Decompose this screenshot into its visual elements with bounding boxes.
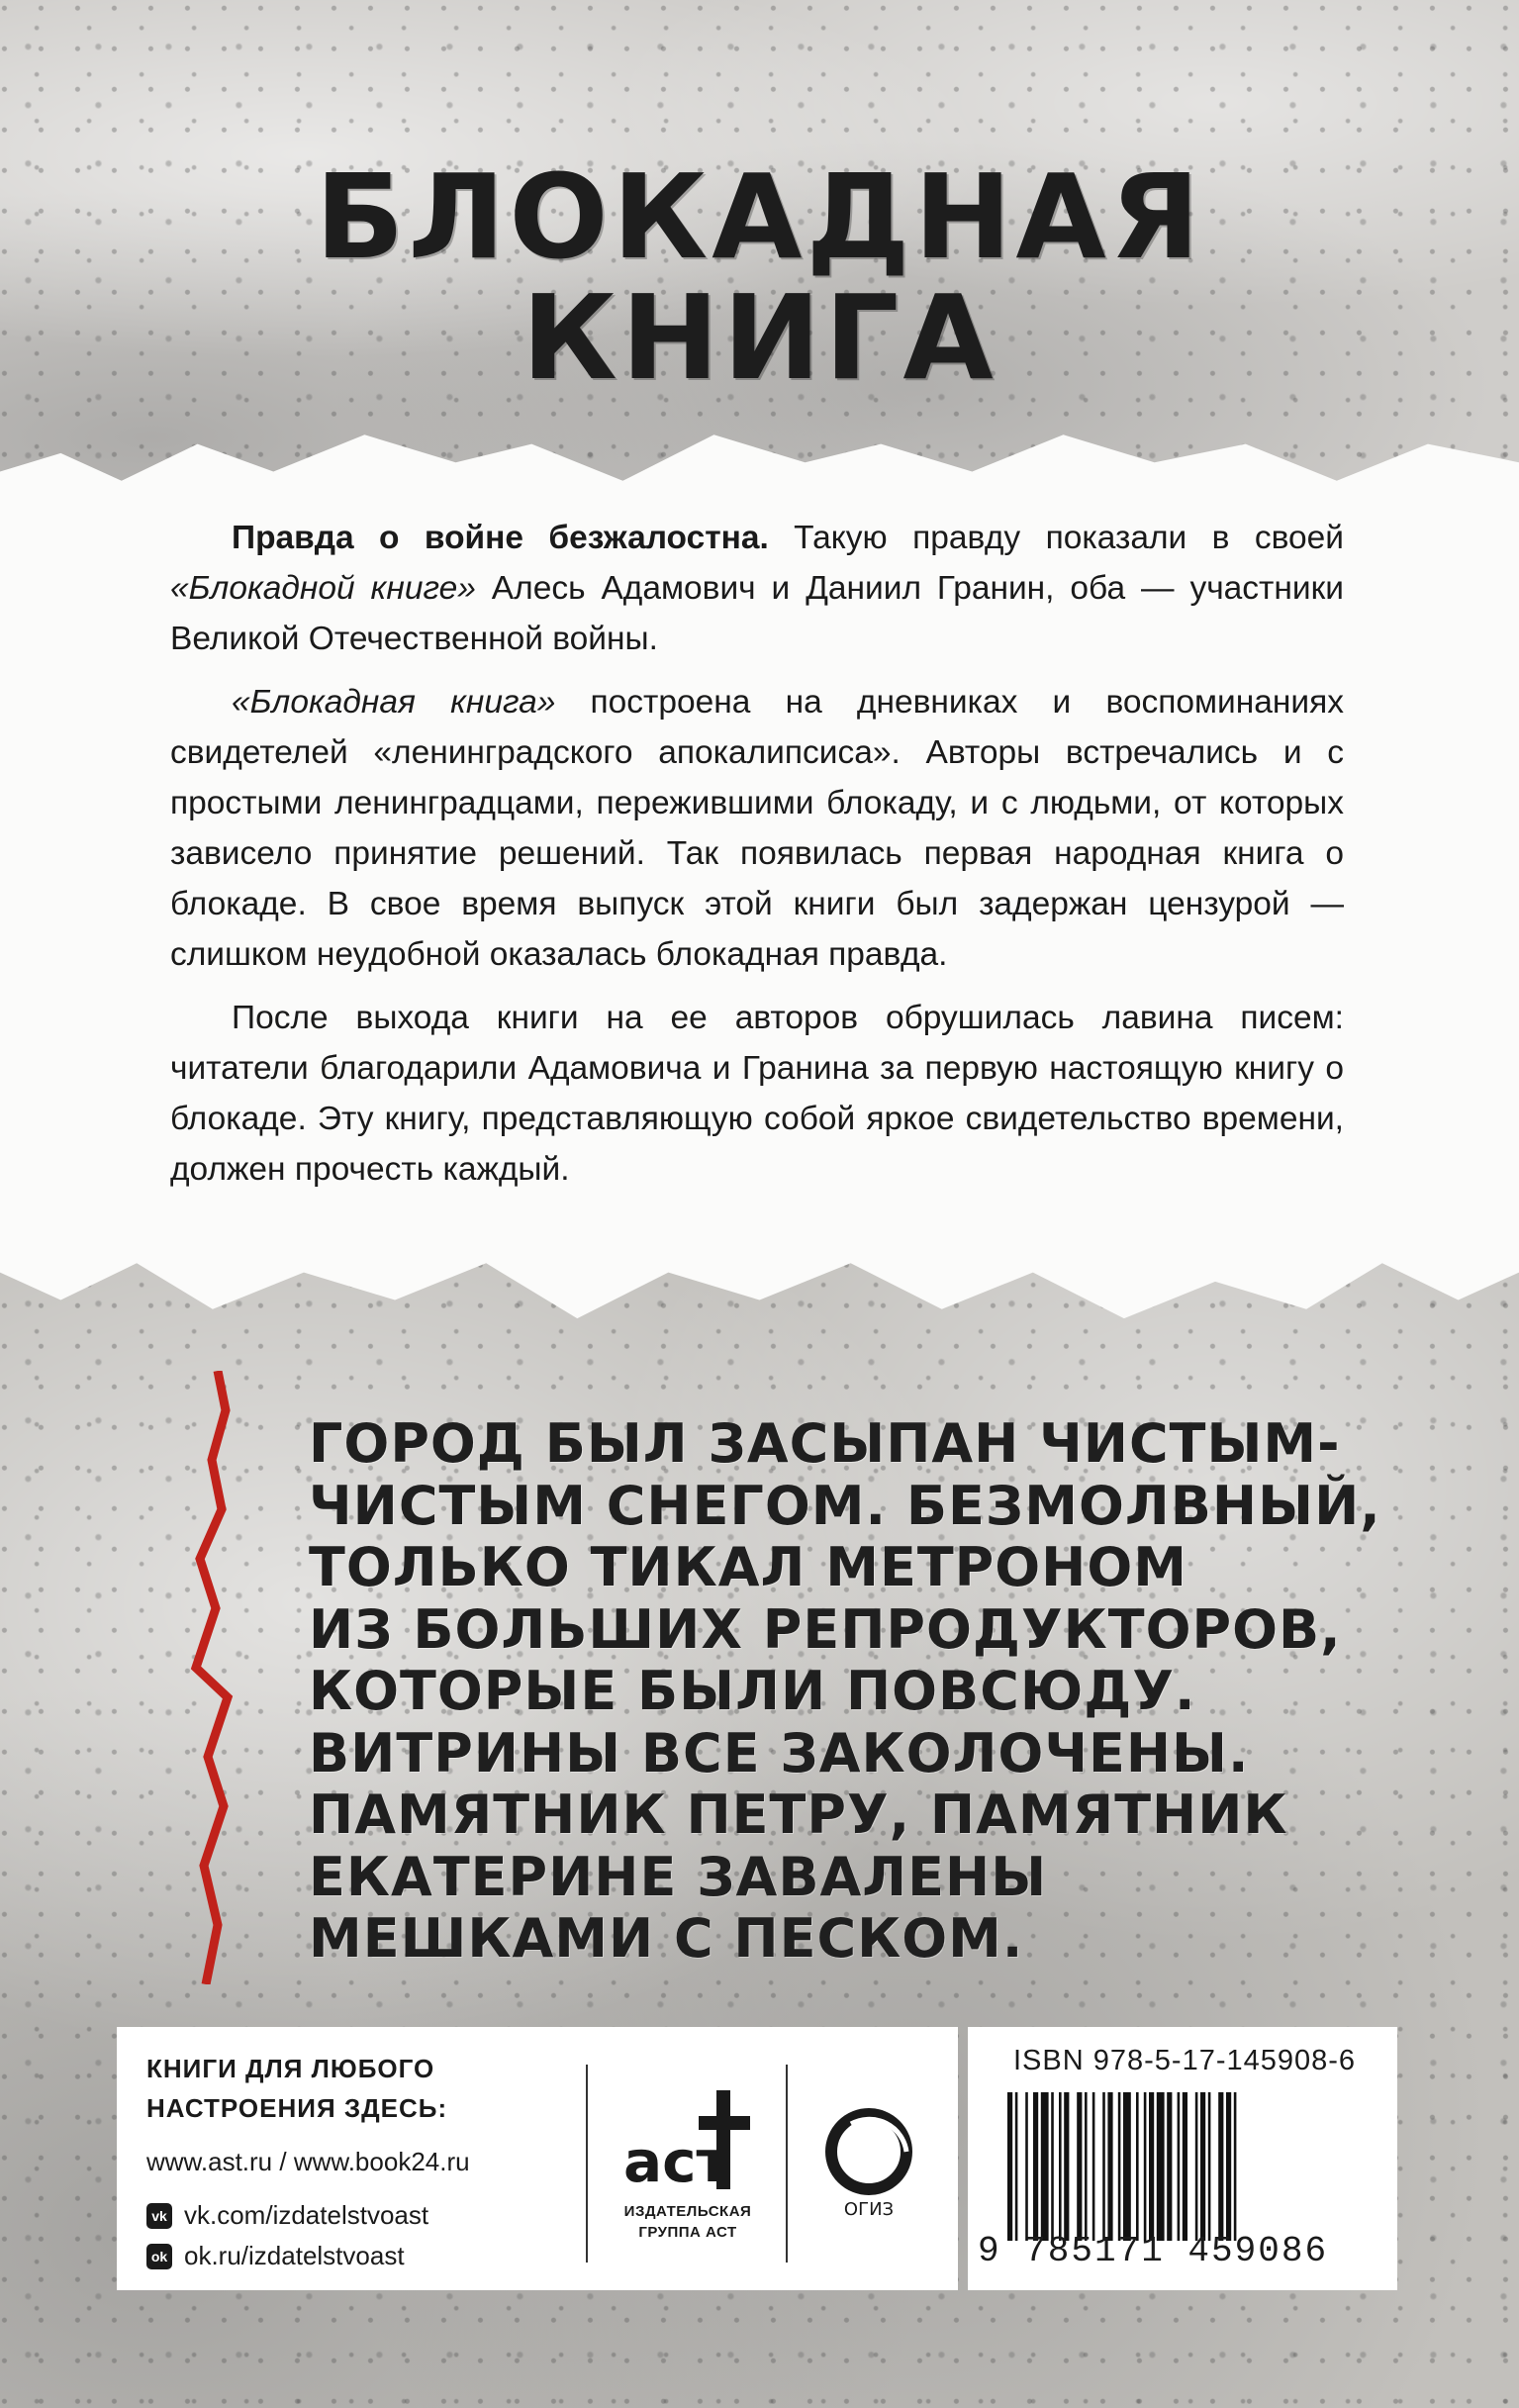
- description-paragraph-2: [170, 677, 1344, 980]
- red-crack-decoration: [178, 1371, 247, 1984]
- book-title-italic: «Блокадной книге»: [170, 570, 476, 607]
- quote-line: МЕШКАМИ С ПЕСКОМ.: [309, 1907, 1024, 1970]
- book-title-line-1: БЛОКАДНАЯ: [315, 148, 1204, 285]
- ok-link[interactable]: ok.ru/izdatelstvoast: [184, 2241, 405, 2270]
- description-lead: Правда о войне безжалостна.: [232, 520, 769, 556]
- quote-line: ПАМЯТНИК ПЕТРУ, ПАМЯТНИК: [309, 1783, 1288, 1846]
- quote-line: ЧИСТЫМ СНЕГОМ. БЕЗМОЛВНЫЙ,: [309, 1474, 1381, 1537]
- vk-link[interactable]: vk.com/izdatelstvoast: [184, 2200, 429, 2230]
- barcode-digits: 9 785171 459086: [978, 2231, 1329, 2271]
- ogiz-logo-text: ОГИЗ: [843, 2199, 895, 2219]
- book-quote: [309, 1413, 1476, 1971]
- barcode-icon: [1007, 2092, 1364, 2241]
- quote-line: ТОЛЬКО ТИКАЛ МЕТРОНОМ: [309, 1536, 1187, 1598]
- description-paragraph-3: После выхода книги на ее авторов обрушилась лавина писем: читатели благодарили Адамовича и Гранина за первую настоящую книгу о блокаде. Эту книгу, представляющую собой яркое свидетельство времени, должен прочесть каждый.: [170, 1000, 1344, 1188]
- ast-logo-text: аст: [623, 2128, 730, 2195]
- quote-line: ГОРОД БЫЛ ЗАСЫПАН ЧИСТЫМ-: [309, 1412, 1341, 1475]
- ast-caption: [604, 2201, 772, 2243]
- ast-logo: [619, 2082, 758, 2201]
- book-title-line-2: КНИГА: [522, 269, 997, 406]
- website-links[interactable]: www.ast.ru / www.book24.ru: [146, 2147, 470, 2176]
- description-text: Алесь Адамович и Даниил Гранин, оба — участники Великой Отечественной войны.: [170, 570, 1344, 657]
- isbn-number: ISBN 978-5-17-145908-6: [1013, 2045, 1357, 2076]
- quote-line: ЕКАТЕРИНЕ ЗАВАЛЕНЫ: [309, 1845, 1048, 1908]
- quote-line: ИЗ БОЛЬШИХ РЕПРОДУКТОРОВ,: [309, 1597, 1342, 1661]
- quote-line: КОТОРЫЕ БЫЛИ ПОВСЮДУ.: [309, 1660, 1196, 1722]
- barcode-panel: [968, 2027, 1397, 2290]
- divider: [786, 2065, 788, 2263]
- promo-heading: [146, 2049, 562, 2128]
- ast-caption-line-2: ГРУППА АСТ: [638, 2224, 737, 2241]
- quote-line: ВИТРИНЫ ВСЕ ЗАКОЛОЧЕНЫ.: [309, 1721, 1250, 1784]
- vk-icon: vk: [146, 2203, 172, 2229]
- book-description: [170, 513, 1344, 1207]
- promo-heading-line-1: КНИГИ ДЛЯ ЛЮБОГО: [146, 2054, 435, 2083]
- promo-heading-line-2: НАСТРОЕНИЯ ЗДЕСЬ:: [146, 2093, 448, 2123]
- description-text: Такую правду показали в своей: [768, 520, 1344, 556]
- ogiz-logo: [811, 2104, 926, 2219]
- divider: [586, 2065, 588, 2263]
- description-paragraph-1: [170, 513, 1344, 664]
- ok-icon: ok: [146, 2244, 172, 2269]
- book-title-italic: «Блокадная книга»: [232, 684, 556, 721]
- ast-caption-line-1: ИЗДАТЕЛЬСКАЯ: [623, 2203, 752, 2220]
- description-text: построена на дневниках и воспоминаниях свидетелей «ленинградского апокалипсиса». Авторы встречались и с простыми ленинградцами, пережившими блокаду, и с людьми, от которых зависело принятие решений. Так появилась первая народная книга о блокаде. В свое время выпуск этой книги был задержан цензурой — слишком неудобной оказалась блокадная правда.: [170, 684, 1344, 973]
- publisher-info-panel: [117, 2027, 958, 2290]
